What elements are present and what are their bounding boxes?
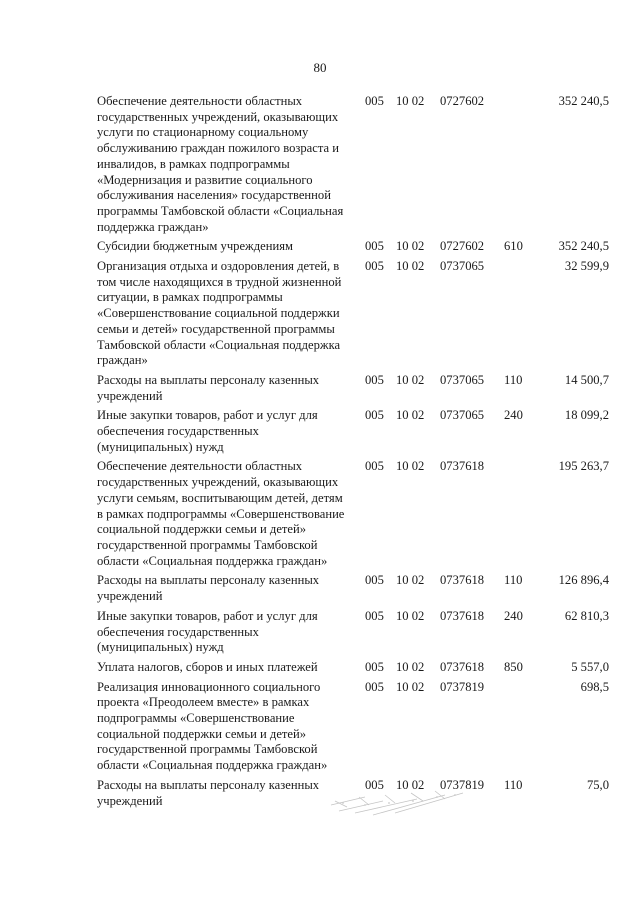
row-ved: 005 — [365, 608, 384, 623]
budget-row — [97, 408, 609, 455]
budget-row — [97, 373, 609, 404]
row-description: Обеспечение деятельности областных государственных учреждений, оказывающих услуги по стационарному социальному обслуживанию граждан пожилого возраста и инвалидов, в рамках подпрограммы «Модернизация и развитие социального обслуживания населения» государственной программы Тамбовской области «Социальная поддержка граждан» — [97, 94, 344, 234]
row-expense-type: 610 — [504, 239, 523, 254]
row-ved: 005 — [365, 408, 384, 423]
row-amount: 14 500,7 — [564, 372, 609, 387]
budget-row — [97, 660, 609, 676]
budget-row — [97, 573, 609, 604]
row-description: Иные закупки товаров, работ и услуг для обеспечения государственных (муниципальных) нужд — [97, 608, 318, 655]
row-section: 10 02 — [396, 659, 425, 674]
row-ved: 005 — [365, 659, 384, 674]
row-expense-type: 110 — [504, 573, 523, 588]
budget-row — [97, 609, 609, 656]
row-section: 10 02 — [396, 459, 425, 474]
row-target-article: 0737618 — [440, 459, 485, 474]
row-description: Субсидии бюджетным учреждениям — [97, 239, 293, 254]
page-number: 80 — [313, 60, 327, 75]
row-ved: 005 — [365, 459, 384, 474]
row-ved: 005 — [365, 94, 384, 108]
row-description: Расходы на выплаты персоналу казенных учреждений — [97, 573, 320, 604]
row-description: Уплата налогов, сборов и иных платежей — [97, 659, 318, 674]
row-target-article: 0727602 — [440, 239, 485, 254]
row-section: 10 02 — [396, 239, 425, 254]
row-section: 10 02 — [396, 408, 425, 423]
row-target-article: 0737065 — [440, 372, 485, 387]
row-expense-type: 110 — [504, 372, 523, 387]
budget-row — [97, 239, 609, 255]
row-description: Расходы на выплаты персоналу казенных учреждений — [97, 777, 320, 808]
budget-table — [97, 94, 609, 813]
row-expense-type: 850 — [504, 659, 523, 674]
row-amount: 195 263,7 — [558, 459, 609, 474]
row-section: 10 02 — [396, 679, 425, 694]
row-section: 10 02 — [396, 372, 425, 387]
row-section: 10 02 — [396, 608, 425, 623]
row-amount: 62 810,3 — [564, 608, 609, 623]
row-section: 10 02 — [396, 777, 425, 792]
row-target-article: 0737819 — [440, 679, 485, 694]
row-amount: 5 557,0 — [571, 659, 609, 674]
row-ved: 005 — [365, 777, 384, 792]
row-amount: 75,0 — [586, 777, 609, 792]
row-amount: 698,5 — [580, 679, 609, 694]
row-description: Организация отдыха и оздоровления детей, в том числе находящихся в трудной жизненной ситуации, в рамках подпрограммы «Совершенствование социальной поддержки семьи и детей» государственной программы Тамбовской области «Социальная поддержка граждан» — [97, 259, 342, 368]
row-expense-type: 240 — [504, 408, 523, 423]
row-ved: 005 — [365, 239, 384, 254]
row-target-article: 0737065 — [440, 408, 485, 423]
row-description: Иные закупки товаров, работ и услуг для обеспечения государственных (муниципальных) нужд — [97, 408, 318, 454]
budget-row — [97, 680, 609, 774]
row-ved: 005 — [365, 372, 384, 387]
row-description: Расходы на выплаты персоналу казенных учреждений — [97, 372, 320, 403]
row-target-article: 0737618 — [440, 659, 485, 674]
row-amount: 126 896,4 — [558, 573, 609, 588]
budget-row — [97, 94, 609, 235]
budget-row — [97, 259, 609, 369]
budget-row — [97, 459, 609, 569]
row-description: Обеспечение деятельности областных государственных учреждений, оказывающих услуги семьям, воспитывающим детей, детям в рамках подпрограммы «Совершенствование социальной поддержки семьи и детей» государственной программы Тамбовской области «Социальная поддержка граждан» — [97, 459, 345, 568]
row-section: 10 02 — [396, 94, 425, 108]
row-target-article: 0727602 — [440, 94, 485, 108]
row-target-article: 0737065 — [440, 259, 485, 274]
row-amount: 32 599,9 — [564, 259, 609, 274]
row-target-article: 0737819 — [440, 777, 485, 792]
row-expense-type: 240 — [504, 608, 523, 623]
row-description: Реализация инновационного социального проекта «Преодолеем вместе» в рамках подпрограммы «Совершенствование социальной поддержки семьи и детей» государственной программы Тамбовской области «Социальная поддержка граждан» — [97, 679, 328, 773]
row-section: 10 02 — [396, 259, 425, 274]
row-amount: 18 099,2 — [564, 408, 609, 423]
row-ved: 005 — [365, 573, 384, 588]
row-amount: 352 240,5 — [558, 239, 609, 254]
faded-stamp-mark — [325, 783, 475, 817]
row-amount: 352 240,5 — [558, 94, 609, 108]
row-section: 10 02 — [396, 573, 425, 588]
row-ved: 005 — [365, 679, 384, 694]
row-expense-type: 110 — [504, 777, 523, 792]
row-ved: 005 — [365, 259, 384, 274]
row-target-article: 0737618 — [440, 608, 485, 623]
row-target-article: 0737618 — [440, 573, 485, 588]
